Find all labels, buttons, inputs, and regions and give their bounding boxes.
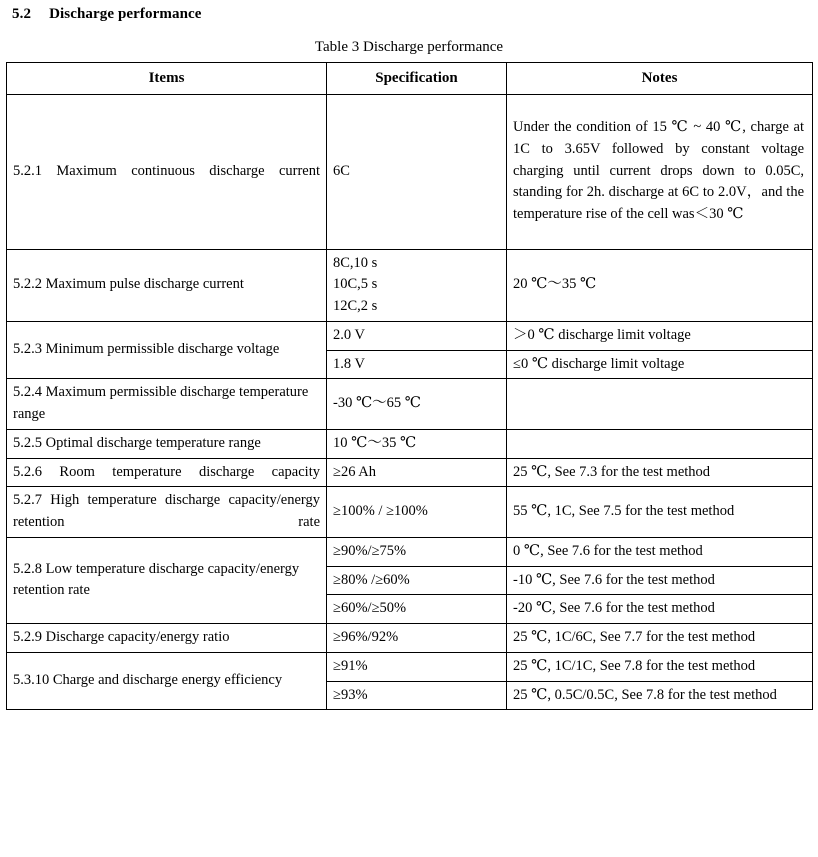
row-item-5-2-2: 5.2.2 Maximum pulse discharge current bbox=[7, 249, 327, 321]
row-item-5-2-5: 5.2.5 Optimal discharge temperature range bbox=[7, 429, 327, 458]
table-row bbox=[7, 624, 813, 653]
row-note-5-2-8-b: -10 ℃, See 7.6 for the test method bbox=[507, 566, 813, 595]
spec-line-1: 8C,10 s bbox=[333, 254, 378, 271]
row-spec-5-2-3-a: 2.0 V bbox=[327, 321, 507, 350]
table-row bbox=[7, 321, 813, 350]
row-note-5-2-7: 55 ℃, 1C, See 7.5 for the test method bbox=[507, 487, 813, 538]
row-spec-5-2-9: ≥96%/92% bbox=[327, 624, 507, 653]
table-row bbox=[7, 537, 813, 566]
row-note-5-2-3-a: ＞0 ℃ discharge limit voltage bbox=[507, 321, 813, 350]
row-item-5-2-4: 5.2.4 Maximum permissible discharge temperature range bbox=[7, 379, 327, 430]
column-header-specification: Specification bbox=[327, 63, 507, 95]
row-spec-5-2-5: 10 ℃～35 ℃ bbox=[327, 429, 507, 458]
spec-line-3: 12C,2 s bbox=[333, 298, 378, 314]
section-title: Discharge performance bbox=[49, 6, 202, 22]
section-number: 5.2 bbox=[12, 6, 32, 22]
table-row bbox=[7, 458, 813, 487]
row-spec-5-3-10-b: ≥93% bbox=[327, 681, 507, 710]
table-row bbox=[7, 487, 813, 538]
row-item-5-2-7: 5.2.7 High temperature discharge capacity/energy retention rate bbox=[7, 487, 327, 538]
row-note-5-2-4 bbox=[507, 379, 813, 430]
row-note-5-2-6: 25 ℃, See 7.3 for the test method bbox=[507, 458, 813, 487]
table-row bbox=[7, 429, 813, 458]
spec-line-2: 10C,5 s bbox=[333, 276, 378, 293]
row-note-5-3-10-a: 25 ℃, 1C/1C, See 7.8 for the test method bbox=[507, 652, 813, 681]
row-item-5-3-10: 5.3.10 Charge and discharge energy efficiency bbox=[7, 652, 327, 710]
row-spec-5-2-8-b: ≥80% /≥60% bbox=[327, 566, 507, 595]
document-page bbox=[0, 6, 818, 857]
row-note-5-2-2: 20 ℃～35 ℃ bbox=[507, 249, 813, 321]
row-note-5-2-1: Under the condition of 15 ℃ ~ 40 ℃, charge at 1C to 3.65V followed by constant voltage charging until current drops down to 0.05C, standing for 2h. discharge at 6C to 2.0V，and the temperature rise of the cell was＜30 ℃ bbox=[507, 94, 813, 249]
row-item-5-2-1: 5.2.1 Maximum continuous discharge current bbox=[7, 94, 327, 249]
row-item-5-2-3: 5.2.3 Minimum permissible discharge voltage bbox=[7, 321, 327, 379]
row-spec-5-2-7: ≥100% / ≥100% bbox=[327, 487, 507, 538]
table-caption: Table 3 Discharge performance bbox=[314, 39, 504, 55]
table-row bbox=[7, 379, 813, 430]
row-note-5-2-3-b: ≤0 ℃ discharge limit voltage bbox=[507, 350, 813, 379]
row-spec-5-2-3-b: 1.8 V bbox=[327, 350, 507, 379]
row-note-5-2-5 bbox=[507, 429, 813, 458]
row-item-5-2-9: 5.2.9 Discharge capacity/energy ratio bbox=[7, 624, 327, 653]
page-title bbox=[12, 6, 812, 23]
row-note-5-2-8-a: 0 ℃, See 7.6 for the test method bbox=[507, 537, 813, 566]
table-row bbox=[7, 249, 813, 321]
table-row bbox=[7, 94, 813, 249]
row-item-5-2-6: 5.2.6 Room temperature discharge capacity bbox=[7, 458, 327, 487]
row-spec-5-2-8-c: ≥60%/≥50% bbox=[327, 595, 507, 624]
column-header-items: Items bbox=[7, 63, 327, 95]
row-spec-5-2-1: 6C bbox=[327, 94, 507, 249]
row-note-5-2-9: 25 ℃, 1C/6C, See 7.7 for the test method bbox=[507, 624, 813, 653]
row-spec-5-3-10-a: ≥91% bbox=[327, 652, 507, 681]
table-row bbox=[7, 652, 813, 681]
row-spec-5-2-6: ≥26 Ah bbox=[327, 458, 507, 487]
discharge-performance-table bbox=[6, 62, 813, 710]
row-spec-5-2-4: -30 ℃～65 ℃ bbox=[327, 379, 507, 430]
row-note-5-3-10-b: 25 ℃, 0.5C/0.5C, See 7.8 for the test method bbox=[507, 681, 813, 710]
table-header-row bbox=[7, 63, 813, 95]
row-item-5-2-8: 5.2.8 Low temperature discharge capacity/energy retention rate bbox=[7, 537, 327, 623]
column-header-notes: Notes bbox=[507, 63, 813, 95]
row-spec-5-2-2 bbox=[327, 249, 507, 321]
row-spec-5-2-8-a: ≥90%/≥75% bbox=[327, 537, 507, 566]
row-note-5-2-8-c: -20 ℃, See 7.6 for the test method bbox=[507, 595, 813, 624]
